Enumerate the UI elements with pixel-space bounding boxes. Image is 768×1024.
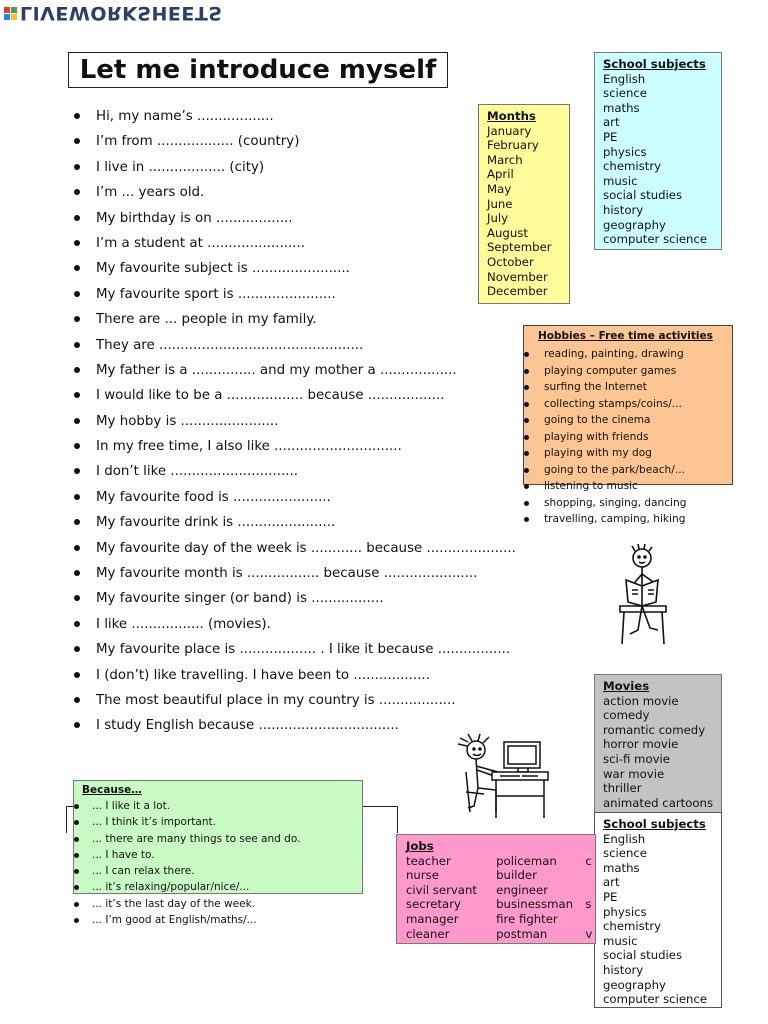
sentence-item: I live in .................. (city) bbox=[68, 155, 588, 180]
hobby-item: going to the park/beach/... bbox=[522, 462, 686, 479]
movie-item: sci-fi movie bbox=[603, 751, 670, 766]
hobby-item: playing with friends bbox=[522, 429, 686, 446]
because-item: ... I have to. bbox=[72, 847, 300, 863]
subject-item: physics bbox=[603, 144, 647, 159]
hobby-item: surfing the Internet bbox=[522, 379, 686, 396]
sentence-item: I (don’t) like travelling. I have been to .................. bbox=[68, 663, 588, 688]
movie-item: thriller bbox=[603, 781, 642, 796]
sentence-item: I’m from .................. (country) bbox=[68, 129, 588, 154]
sentence-item: My hobby is ....................... bbox=[68, 409, 588, 434]
sentence-item: I would like to be a .................. because .................. bbox=[68, 383, 588, 408]
sentence-item: My father is a ............... and my mother a .................. bbox=[68, 358, 588, 383]
months-box bbox=[478, 104, 570, 304]
month-item: March bbox=[487, 152, 523, 167]
subject-item: geography bbox=[603, 217, 666, 232]
sentence-item: My favourite drink is ....................... bbox=[68, 510, 588, 535]
because-title: Because… bbox=[82, 784, 142, 796]
subject-item: PE bbox=[603, 889, 618, 904]
sentence-item: I’m a student at ....................... bbox=[68, 231, 588, 256]
sentence-item: My favourite place is .................. . I like it because ................. bbox=[68, 637, 588, 662]
because-item: ... there are many things to see and do. bbox=[72, 831, 300, 847]
movie-item: action movie bbox=[603, 693, 679, 708]
month-item: October bbox=[487, 254, 534, 269]
because-item: ... I like it a lot. bbox=[72, 798, 300, 814]
month-item: May bbox=[487, 181, 512, 196]
sentence-item: There are ... people in my family. bbox=[68, 307, 588, 332]
subject-item: maths bbox=[603, 100, 640, 115]
page-title: Let me introduce myself bbox=[68, 52, 448, 88]
job-item: fire fighter bbox=[496, 911, 558, 926]
subject-item: chemistry bbox=[603, 159, 662, 174]
job-item: businessman bbox=[496, 897, 574, 912]
subject-item: art bbox=[603, 875, 620, 890]
job-item: cleaner bbox=[406, 926, 450, 941]
sentence-item: Hi, my name’s .................. bbox=[68, 104, 588, 129]
logo-text: LIVEWORKSHEETS bbox=[20, 2, 223, 24]
sentence-item: I study English because ................................. bbox=[68, 713, 588, 738]
because-item: ... it’s relaxing/popular/nice/... bbox=[72, 879, 300, 895]
movies-title: Movies bbox=[603, 679, 650, 693]
job-item-cut bbox=[585, 868, 595, 883]
sentence-item: My favourite subject is ....................... bbox=[68, 256, 588, 281]
subject-item: computer science bbox=[603, 992, 708, 1007]
movie-item: war movie bbox=[603, 766, 665, 781]
subject-item: physics bbox=[603, 904, 647, 919]
movies-box bbox=[594, 674, 722, 816]
job-item: builder bbox=[496, 868, 537, 883]
hobby-item: playing computer games bbox=[522, 363, 686, 380]
job-item-cut: v bbox=[585, 926, 593, 941]
subject-item: maths bbox=[603, 860, 640, 875]
month-item: April bbox=[487, 167, 514, 182]
because-item: ... I think it’s important. bbox=[72, 814, 300, 830]
liveworksheets-logo bbox=[4, 2, 223, 24]
sentence-item: The most beautiful place in my country is .................. bbox=[68, 688, 588, 713]
hobby-item: reading, painting, drawing bbox=[522, 346, 686, 363]
sentence-item: My favourite food is ....................... bbox=[68, 485, 588, 510]
month-item: December bbox=[487, 284, 548, 299]
school-subjects-title: School subjects bbox=[603, 57, 706, 71]
hobby-item: shopping, singing, dancing bbox=[522, 495, 686, 512]
subject-item: social studies bbox=[603, 948, 683, 963]
job-item: postman bbox=[496, 926, 548, 941]
job-item: engineer bbox=[496, 882, 548, 897]
subject-item: computer science bbox=[603, 232, 708, 247]
month-item: June bbox=[487, 196, 513, 211]
school-subjects-title: School subjects bbox=[603, 817, 706, 831]
subject-item: social studies bbox=[603, 188, 683, 203]
month-item: September bbox=[487, 240, 552, 255]
subject-item: art bbox=[603, 115, 620, 130]
job-item: manager bbox=[406, 911, 459, 926]
movie-item: comedy bbox=[603, 708, 650, 723]
because-item: ... I’m good at English/maths/... bbox=[72, 912, 300, 928]
sentence-item: In my free time, I also like .............................. bbox=[68, 434, 588, 459]
hobby-item: playing with my dog bbox=[522, 445, 686, 462]
subject-item: science bbox=[603, 86, 647, 101]
logo-blocks-icon bbox=[4, 7, 17, 20]
school-subjects-box-bottom bbox=[594, 812, 722, 1008]
hobbies-title: Hobbies – Free time activities bbox=[538, 330, 713, 342]
because-list bbox=[72, 798, 300, 928]
job-item: secretary bbox=[406, 897, 461, 912]
job-item: teacher bbox=[406, 853, 451, 868]
subject-item: English bbox=[603, 71, 646, 86]
job-item: nurse bbox=[406, 868, 439, 883]
subject-item: history bbox=[603, 202, 644, 217]
movie-item: romantic comedy bbox=[603, 722, 706, 737]
job-item-cut: c bbox=[585, 853, 592, 868]
sentence-item: My birthday is on .................. bbox=[68, 206, 588, 231]
subject-item: PE bbox=[603, 129, 618, 144]
jobs-box bbox=[396, 834, 596, 944]
jobs-title: Jobs bbox=[406, 839, 434, 853]
hobby-item: going to the cinema bbox=[522, 412, 686, 429]
sentence-item: My favourite day of the week is ............ because ..................... bbox=[68, 536, 588, 561]
job-item: civil servant bbox=[406, 882, 477, 897]
job-item: policeman bbox=[496, 853, 557, 868]
because-item: ... it’s the last day of the week. bbox=[72, 896, 300, 912]
month-item: July bbox=[487, 211, 509, 226]
month-item: November bbox=[487, 269, 548, 284]
subject-item: geography bbox=[603, 977, 666, 992]
movie-item: horror movie bbox=[603, 737, 679, 752]
subject-item: music bbox=[603, 933, 638, 948]
subject-item: English bbox=[603, 831, 646, 846]
school-subjects-box-top bbox=[594, 52, 722, 250]
sentence-item: I don’t like .............................. bbox=[68, 459, 588, 484]
sentence-item: My favourite singer (or band) is ................. bbox=[68, 586, 588, 611]
because-item: ... I can relax there. bbox=[72, 863, 300, 879]
sentence-item: My favourite sport is ....................... bbox=[68, 282, 588, 307]
month-item: August bbox=[487, 225, 528, 240]
subject-item: history bbox=[603, 962, 644, 977]
subject-item: science bbox=[603, 846, 647, 861]
hobby-item: travelling, camping, hiking bbox=[522, 511, 686, 528]
month-item: January bbox=[487, 123, 532, 138]
sentence-item: They are ................................................ bbox=[68, 333, 588, 358]
month-item: February bbox=[487, 138, 539, 153]
months-title: Months bbox=[487, 109, 536, 123]
movie-item: animated cartoons bbox=[603, 795, 714, 810]
sentence-item: I’m ... years old. bbox=[68, 180, 588, 205]
sentence-item: I like ................. (movies). bbox=[68, 612, 588, 637]
subject-item: chemistry bbox=[603, 919, 662, 934]
job-item-cut: s bbox=[585, 897, 592, 912]
subject-item: music bbox=[603, 173, 638, 188]
job-item-cut bbox=[585, 883, 595, 898]
hobby-item: listening to music bbox=[522, 478, 686, 495]
reading-child-drawing bbox=[612, 544, 674, 648]
hobbies-list bbox=[522, 346, 686, 528]
hobby-item: collecting stamps/coins/... bbox=[522, 396, 686, 413]
sentence-item: My favourite month is ................. because ...................... bbox=[68, 561, 588, 586]
job-item-cut bbox=[585, 912, 595, 927]
computer-child-drawing bbox=[452, 732, 552, 820]
